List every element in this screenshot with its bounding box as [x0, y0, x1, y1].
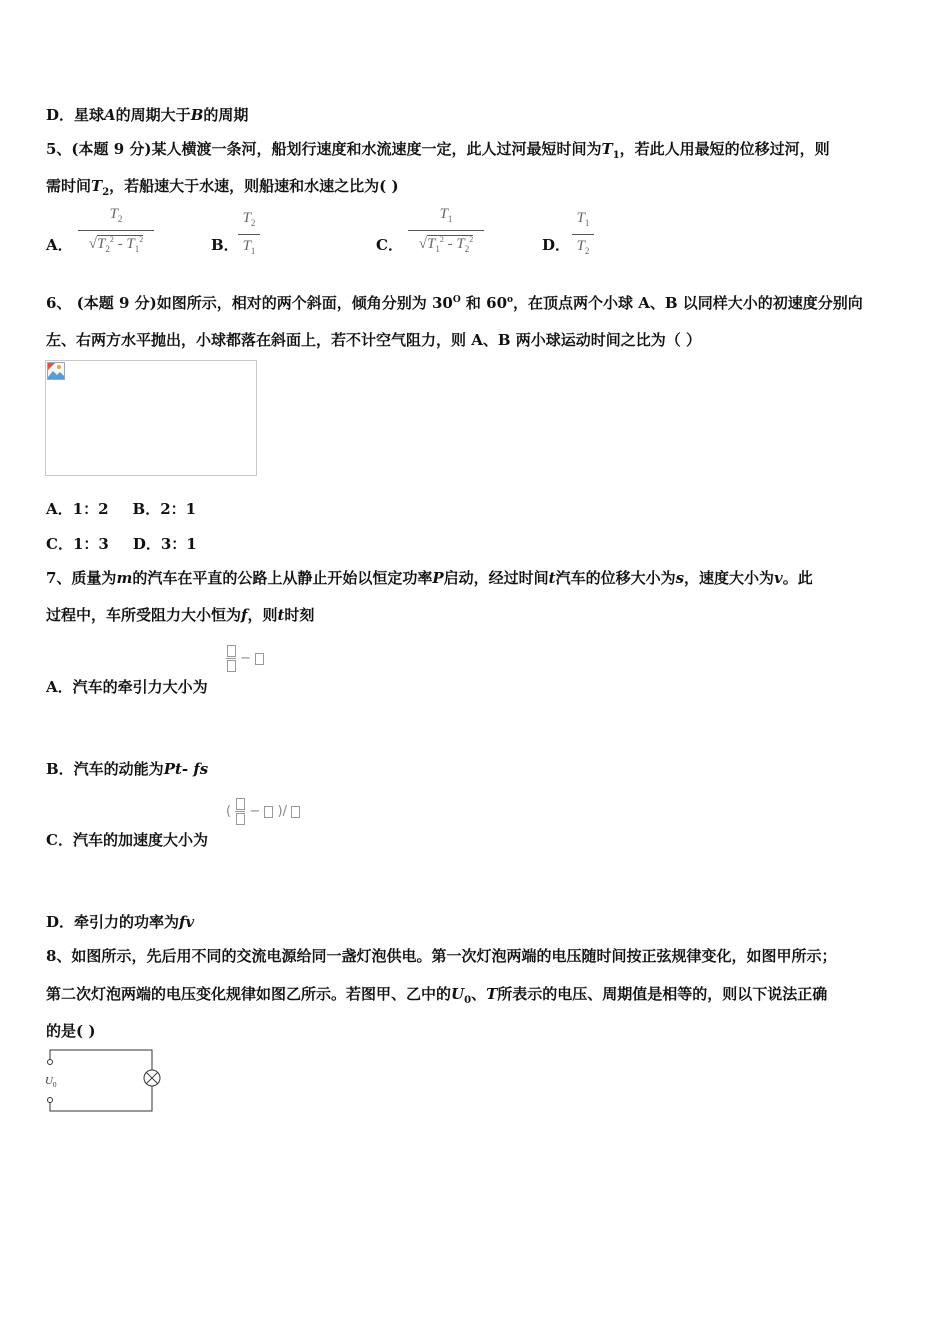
q7-option-c: C．汽车的加速度大小为 [46, 831, 208, 849]
q5-option-c-denominator: $√T_1^2 - T_2^2$ [418, 235, 474, 254]
q7-option-a-formula: − [226, 645, 264, 672]
missing-glyph-box [255, 653, 264, 665]
q6-figure-placeholder [45, 360, 257, 476]
q7-stem-line-1: 7、质量为m的汽车在平直的公路上从静止开始以恒定功率P启动，经过时间t汽车的位移大小为s，速度大小为v。此 [46, 569, 813, 587]
q8-stem-line-1: 8、如图所示，先后用不同的交流电源给同一盏灯泡供电。第一次灯泡两端的电压随时间按正弦规律变化，如图甲所示； [46, 947, 837, 965]
missing-glyph-box [227, 645, 236, 657]
q7-option-b: B．汽车的动能为Pt- fs [46, 760, 209, 778]
q7-option-d: D．牵引力的功率为fv [46, 913, 195, 931]
q6-options-row-1: A．1：2 B．2：1 [46, 500, 197, 518]
missing-glyph-box [236, 813, 245, 825]
q7-option-c-formula: ( − )/ [226, 798, 300, 825]
q6-stem-line-1: 6、 (本题 9 分)如图所示，相对的两个斜面，倾角分别为 $30^O$ 和 60$^o$，在顶点两个小球 A、B 以同样大小的初速度分别向 [46, 294, 863, 312]
q5-option-b-denominator: $T_1$ [242, 238, 256, 256]
q5-option-d-fraction [572, 210, 594, 266]
circuit-voltage-label: $U_0$ [45, 1075, 57, 1089]
q5-option-d-numerator: $T_1$ [576, 210, 590, 228]
q7-option-a: A．汽车的牵引力大小为 [46, 678, 208, 696]
q8-circuit-diagram [44, 1046, 164, 1116]
q8-stem-line-3: 的是( ) [46, 1022, 96, 1040]
q5-option-a-fraction [76, 206, 156, 266]
q5-option-b-numerator: $T_2$ [242, 210, 256, 228]
q5-stem-line-2: 需时间$T_2$，若船速大于水速，则船速和水速之比为( ) [46, 177, 399, 198]
fraction-bar [238, 234, 260, 235]
terminal-top [48, 1060, 53, 1065]
q5-option-b-fraction [238, 210, 260, 266]
q5-option-a-numerator: $T_2$ [109, 206, 123, 224]
q5-option-a-denominator: $√T_2^2 - T_1^2$ [88, 235, 144, 254]
q5-option-c-fraction [406, 206, 486, 266]
wire-top [50, 1050, 152, 1070]
missing-glyph-box [291, 806, 300, 818]
missing-glyph-box [264, 806, 273, 818]
q6-stem-line-2: 左、右两方水平抛出，小球都落在斜面上，若不计空气阻力，则 A、B 两小球运动时间之比为（ ） [46, 331, 701, 349]
missing-glyph-box [236, 798, 245, 810]
q4-option-d: D．星球A的周期大于B的周期 [46, 106, 249, 124]
q7-stem-line-2: 过程中，车所受阻力大小恒为f，则t时刻 [46, 606, 315, 624]
lamp-icon [144, 1070, 160, 1086]
q5-option-b-label: B． [211, 236, 239, 254]
q8-stem-line-2: 第二次灯泡两端的电压变化规律如图乙所示。若图甲、乙中的$U_0$、T所表示的电压、周期值是相等的，则以下说法正确 [46, 985, 828, 1006]
q5-option-a-label: A． [46, 236, 73, 254]
q5-option-c-numerator: $T_1$ [439, 206, 453, 224]
q6-options-row-2: C．1：3 D．3：1 [46, 535, 197, 553]
fraction-bar [572, 234, 594, 235]
wire-bottom [50, 1086, 152, 1111]
q5-option-d-label: D． [542, 236, 571, 254]
q5-option-d-denominator: $T_2$ [576, 238, 590, 256]
missing-glyph-box [227, 660, 236, 672]
broken-image-icon [47, 362, 65, 380]
q5-option-c-label: C． [376, 236, 403, 254]
q5-stem-line-1: 5、(本题 9 分)某人横渡一条河，船划行速度和水流速度一定，此人过河最短时间为$T_1$，若此人用最短的位移过河，则 [46, 140, 830, 161]
fraction-bar [78, 230, 154, 231]
terminal-bottom [48, 1098, 53, 1103]
fraction-bar [408, 230, 484, 231]
